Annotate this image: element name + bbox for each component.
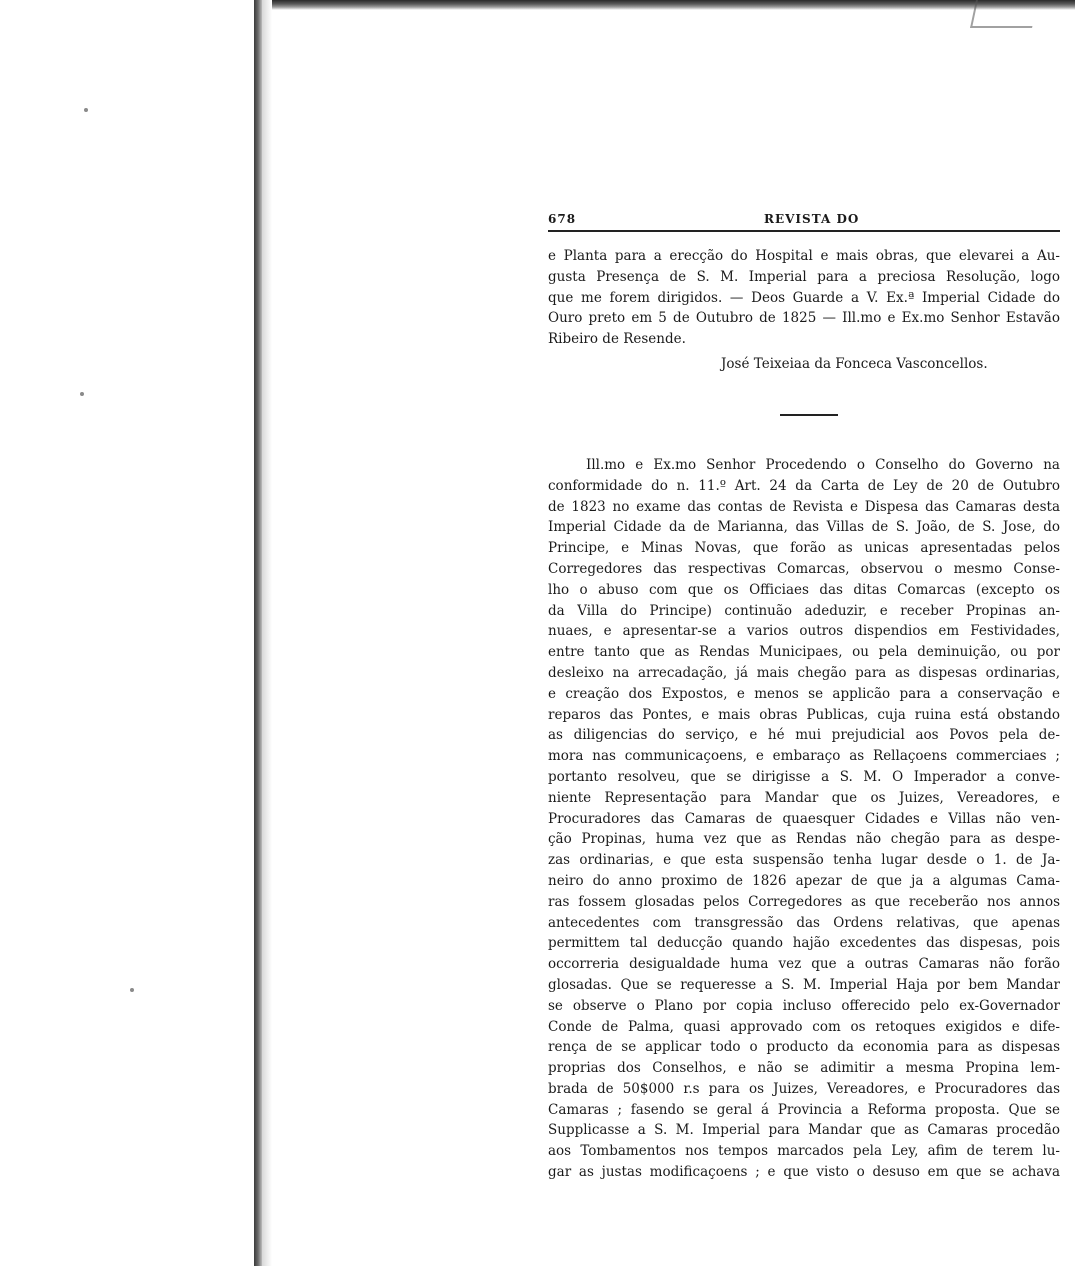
text-line: antecedentes com transgressão das Ordens relativas, que apenas xyxy=(548,914,1060,931)
text-line: se observe o Plano por copia incluso offerecido pelo ex-Governador xyxy=(548,997,1060,1014)
scan-speck xyxy=(80,392,84,396)
text-line: Imperial Cidade da de Marianna, das Villas de S. João, de S. Jose, do xyxy=(548,519,1060,536)
text-line: da Villa do Principe) continuão adeduzir, e receber Propinas an- xyxy=(548,602,1060,619)
text-line: aos Tombamentos nos tempos marcados pela Ley, afim de terem lu- xyxy=(548,1143,1060,1160)
book-page xyxy=(548,206,1060,1183)
text-line: entre tanto que as Rendas Municipaes, ou pela deminuição, ou por xyxy=(548,644,1060,661)
text-line: zas ordinarias, e que esta suspensão tenha lugar desde o 1. de Ja- xyxy=(548,852,1060,869)
text-line: Camaras ; fasendo se geral á Provincia a Reforma proposta. Que se xyxy=(548,1101,1060,1118)
text-line: Procuradores das Camaras de quaesquer Cidades e Villas não ven- xyxy=(548,810,1060,827)
text-line: glosadas. Que se requeresse a S. M. Imperial Haja por bem Mandar xyxy=(548,976,1060,993)
text-line: portanto resolveu, que se dirigisse a S. M. O Imperador a conve- xyxy=(548,768,1060,785)
text-line: brada de 50$000 r.s para os Juizes, Vereadores, e Procuradores das xyxy=(548,1080,1060,1097)
text-line: Ouro preto em 5 de Outubro de 1825 — Ill.mo e Ex.mo Senhor Estavão xyxy=(548,310,1060,327)
text-line: Principe, e Minas Novas, que forão as unicas apresentadas pelos xyxy=(548,540,1060,557)
text-line: lho o abuso com que os Officiaes das ditas Comarcas (excepto os xyxy=(548,581,1060,598)
text-line: reparos das Pontes, e mais obras Publicas, cuja ruina está obstando xyxy=(548,706,1060,723)
scan-corner-artifact xyxy=(970,0,1038,28)
text-line: Corregedores das respectivas Comarcas, observou o mesmo Conse- xyxy=(548,560,1060,577)
text-line: Conde de Palma, quasi approvado com os retoques exigidos e dife- xyxy=(548,1018,1060,1035)
text-line: conformidade do n. 11.º Art. 24 da Carta de Ley de 20 de Outubro xyxy=(548,477,1060,494)
running-head: REVISTA DO xyxy=(764,212,860,226)
book-spine-shadow xyxy=(254,0,262,1266)
text-line: proprias dos Conselhos, e não se adimitir a mesma Propina lem- xyxy=(548,1060,1060,1077)
text-line: as diligencias do serviço, e hé mui prejudicial aos Povos pela de- xyxy=(548,727,1060,744)
letter1-paragraph xyxy=(548,246,1060,350)
text-line: occorreria desigualdade huma vez que a outras Camaras não forão xyxy=(548,956,1060,973)
letter2-paragraph xyxy=(548,455,1060,1183)
text-line: nuaes, e apresentar-se a varios outros dispendios em Festividades, xyxy=(548,623,1060,640)
text-line: permittem tal deducção quando hajão excedentes das dispesas, pois xyxy=(548,935,1060,952)
text-line: de 1823 no exame das contas de Revista e Dispesa das Camaras desta xyxy=(548,498,1060,515)
text-line: e Planta para a erecção do Hospital e mais obras, que elevarei a Au- xyxy=(548,248,1060,264)
scan-speck xyxy=(84,108,88,112)
text-line: e creação dos Expostos, e menos se applicão para a conservação e xyxy=(548,685,1060,702)
text-line: Ribeiro de Resende. xyxy=(548,331,686,348)
text-line: neiro do anno proximo de 1826 apezar de que ja a algumas Cama- xyxy=(548,872,1060,889)
page-number: 678 xyxy=(548,212,577,226)
text-line: mora nas communicaçoens, e embaraço as Rellaçoens commerciaes ; xyxy=(548,748,1060,765)
text-line: rença de se applicar todo o producto da economia para as dispesas xyxy=(548,1039,1060,1056)
text-line: Ill.mo e Ex.mo Senhor Procedendo o Conselho do Governo na xyxy=(586,456,1060,473)
section-separator-rule xyxy=(780,414,838,416)
text-line: desleixo na arrecadação, já mais chegão para as dispesas ordinarias, xyxy=(548,664,1060,681)
text-line: ras fossem glosadas pelos Corregedores as que receberão nos annos xyxy=(548,893,1060,910)
letter1-signature: José Teixeiaa da Fonceca Vasconcellos. xyxy=(721,355,988,372)
text-line: gar as justas modificaçoens ; e que visto o desuso em que se achava xyxy=(548,1164,1060,1181)
text-line: niente Representação para Mandar que os Juizes, Vereadores, e xyxy=(548,789,1060,806)
page-header xyxy=(548,206,1060,232)
text-line: Supplicasse a S. M. Imperial para Mandar que as Camaras procedão xyxy=(548,1122,1060,1139)
text-line: gusta Presença de S. M. Imperial para a preciosa Resolução, logo xyxy=(548,268,1060,285)
gutter-shadow xyxy=(262,0,272,1266)
scan-top-edge xyxy=(258,0,1075,10)
text-line: ção Propinas, huma vez que as Rendas não chegão para as despe- xyxy=(548,831,1060,848)
text-line: que me forem dirigidos. — Deos Guarde a V. Ex.ª Imperial Cidade do xyxy=(548,289,1060,306)
scan-speck xyxy=(130,988,134,992)
